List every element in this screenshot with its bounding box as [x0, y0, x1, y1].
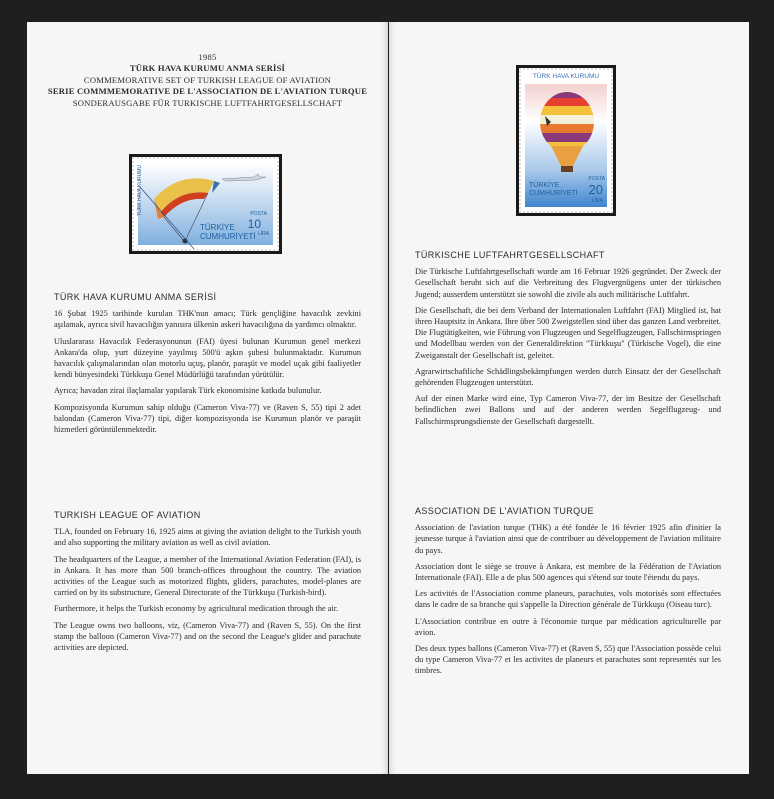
french-paragraph-1: Association de l'aviation turque (THK) a été fondée le 16 février 1925 afin d'initier la jeunesse turque à l'aviation ainsi que de contribuer au développement de l'aviation militaire du pays. — [415, 523, 721, 555]
french-paragraph-2: Association dont le siège se trouve à Ankara, est membre de la Fédération de l'Aviation Internationale (FAI). Elle a de plus 500 agences qui s'étend sur toute l'étendu du pays. — [415, 561, 721, 583]
brochure-header — [27, 52, 388, 109]
turkish-section — [54, 292, 361, 440]
header-title-english: COMMEMORATIVE SET OF TURKISH LEAGUE OF AVIATION — [83, 74, 332, 85]
german-heading: TÜRKISCHE LUFTFAHRTGESELLSCHAFT — [415, 250, 605, 260]
english-paragraph-2: The headquarters of the League, a member of the International Aviation Federation (FAI), is in Ankara. It has more than 500 branch-offices throughout the country. The aviation activities of the League such as motorized flights, gliders, parachutes, model-planes are carried on by its substructure, General Directorate of the Türkkuşu (Turkish-bird). — [54, 554, 361, 598]
french-paragraph-5: Des deux types ballons (Cameron Viva-77) et (Raven S, 55) que l'Association possède celui du type Cameron Viva-77 et les activites de planeurs et parachutes sont representés sur les timbres. — [415, 644, 721, 676]
turkish-paragraph-4: Kompozisyonda Kurumun sahip olduğu (Cameron Viva-77) ve (Raven S, 55) tipi 2 adet balondan (Cameron Viva-77) tipi, diğer kompozisyonda ise Kurumun planör ve paraşüt hizmetleri görüntülenmektedir. — [54, 402, 361, 435]
turkish-paragraph-2: Uluslararası Havacılık Federasyonunun (FAI) üyesi bulunan Kurumun genel merkezi Ankara'da olup, yurt düzeyine yayılmış 500'ü aşkın şubesi bulunmaktadır. Kurumun havacılık çalışmalarından olan motorlu uçuş, planör, paraşüt ve model uçak gibi faaliyetler kendi bünyesindeki Türkkuşu Genel Müdürlüğü tarafından yürütülür. — [54, 336, 361, 380]
stamp-top-text: TÜRK HAVA KURUMU — [532, 73, 600, 80]
english-heading: TURKISH LEAGUE OF AVIATION — [54, 510, 201, 520]
stamp-country-line-1: TÜRKİYE — [529, 182, 560, 189]
stamp-value: 10 — [247, 217, 261, 231]
stamp-posta: POSTA — [588, 176, 605, 182]
english-paragraph-1: TLA, founded on February 16, 1925 aims at giving the aviation delight to the Turkish youth and also supporting the military aviation as well as civil aviation. — [54, 527, 361, 548]
balloon-stamp — [516, 65, 616, 216]
stamp-value: 20 — [588, 182, 603, 197]
right-page — [389, 22, 749, 774]
french-section — [415, 506, 721, 682]
header-title-turkish: TÜRK HAVA KURUMU ANMA SERİSİ — [129, 63, 286, 74]
german-paragraph-1: Die Türkische Luftfahrtgesellschaft wurde am 16 Februar 1926 gegründet. Der Zweck der Gesellschaft beruht sich auf die Verbreitung des Flugvergnügens unter der türkischen Jugend; ausserdem unterstützt sie sowohl die zivile als auch militärische Luftfahrt. — [415, 267, 721, 299]
header-title-french: SERIE COMMMEMORATIVE DE L'ASSOCIATION DE L'AVIATION TURQUE — [47, 86, 368, 97]
german-section — [415, 250, 721, 432]
turkish-paragraph-3: Ayrıca; havadan zirai ilaçlamalar yapılarak Türk ekonomisine katkıda bulunulur. — [54, 386, 322, 396]
parachute-stamp — [129, 154, 282, 254]
parachute-stamp-face — [132, 157, 279, 251]
left-page — [27, 22, 388, 774]
stamp-posta: POSTA — [250, 211, 267, 217]
english-paragraph-3: Furthermore, it helps the Turkish economy by agricultural medication through the air. — [54, 604, 339, 614]
english-paragraph-4: The League owns two balloons, viz, (Cameron Viva-77) and (Raven S, 55). On the first stamp the balloon (Cameron Viva-77) and on the second the League's glider and parachute activities are depicted. — [54, 620, 361, 653]
german-paragraph-4: Auf der einen Marke wird eine, Typ Cameron Viva-77, der im Besitze der Gesellschaft befindlichen zwei Ballons und auf der anderen werden Segelflugzeug- und Fallschirmsprungsdienste der Gesellschaft dargestellt. — [415, 394, 721, 426]
balloon-stamp-face — [519, 68, 613, 213]
turkish-paragraph-1: 16 Şubat 1925 tarihinde kurulan THK'nun amacı; Türk gençliğine havacılık zevkini aşılamak, ayrıca sivil havacılığın yanısıra ülkenin askeri havacılığına da yardımcı olmaktır. — [54, 309, 361, 330]
german-paragraph-2: Die Gesellschaft, die bei dem Verband der Internationalen Luftfahrt (FAI) Mitglied ist, hat ihren Hauptsitz in Ankara. Ihre über 500 Zweigstellen sind über das ganzen Land verbreitet. Die Flugtätigkeiten, wie Führung von Flugzeugen und Segelflugzeugen, Fallschirmspringen und Modellbau werden von der Generaldirektion "Türkkuşu" (Türkische Vogel), die eine Zweiganstalt der Gesellschaft ist, geleitet. — [415, 305, 722, 360]
stamp-unit: LİRA — [591, 198, 603, 204]
turkish-heading: TÜRK HAVA KURUMU ANMA SERİSİ — [54, 292, 217, 302]
header-title-german: SONDERAUSGABE FÜR TURKISCHE LUFTFAHRTGESELLSCHAFT — [72, 97, 343, 108]
header-year: 1985 — [198, 52, 217, 62]
french-paragraph-3: Les activités de l'Association comme planeurs, parachutes, vols motorisés sont effectuées dans le cadre de sa branche qui s'appelle la Direction générale de Türkkuşu (Oiseau turc). — [415, 589, 721, 610]
french-heading: ASSOCIATION DE L'AVIATION TURQUE — [415, 506, 594, 516]
stamp-country-line-2: CUMHURİYETİ — [529, 190, 578, 197]
german-paragraph-3: Agrarwirtschaftliche Schädlingsbekämpfungen werden durch Einsatz der der Gesellschaft gehörenden Flugzeugen unterstützt. — [415, 366, 721, 388]
stamp-unit: LİRA — [257, 231, 269, 237]
french-paragraph-4: L'Association contribue en outre à l'économie turque par médication agriculturelle par avion. — [415, 616, 721, 637]
stamp-country: TÜRKİYE CUMHURİYETİ — [200, 223, 256, 241]
english-section — [54, 510, 361, 658]
stamp-side-text: TÜRK HAVA KURUMU — [137, 165, 143, 216]
